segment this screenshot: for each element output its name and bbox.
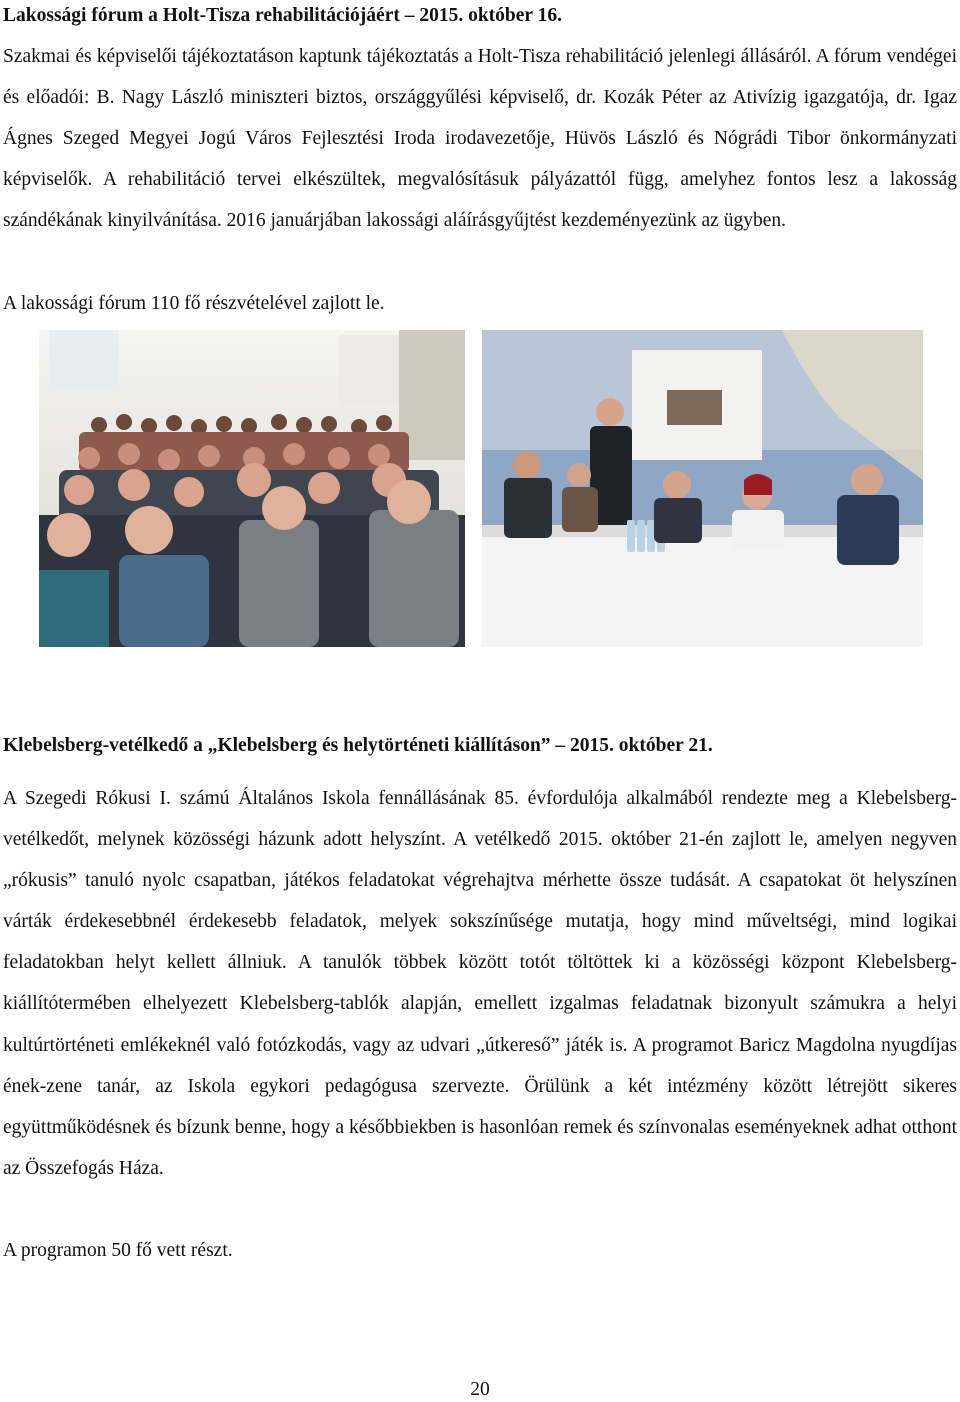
panel-photo [482,330,923,647]
audience-photo [39,330,465,647]
quiz-attendance-line: A programon 50 fő vett részt. [3,1240,233,1261]
section-title-forum: Lakossági fórum a Holt-Tisza rehabilitációjáért – 2015. október 16. [3,5,562,26]
section-title-quiz: Klebelsberg-vetélkedő a „Klebelsberg és helytörténeti kiállításon” – 2015. október 21. [3,735,713,756]
forum-attendance-line: A lakossági fórum 110 fő részvételével zajlott le. [3,293,385,314]
forum-paragraph: Szakmai és képviselői tájékoztatáson kaptunk tájékoztatás a Holt-Tisza rehabilitáció jelenlegi állásáról. A fórum vendégei és előadói: B. Nagy László miniszteri biztos, országgyűlési képviselő, dr. Kozák Péter az Ativízig igazgatója, dr. Igaz Ágnes Szeged Megyei Jogú Város Fejlesztési Iroda irodavezetője, Hüvös László és Nógrádi Tibor önkormányzati képviselők. A rehabilitáció tervei elkészültek, megvalósításuk pályázattól függ, amelyhez fontos lesz a lakosság szándékának kinyilvánítása. 2016 januárjában lakossági aláírásgyűjtést kezdeményezünk az ügyben. [3,46,957,232]
page-number: 20 [470,1379,490,1400]
quiz-paragraph: A Szegedi Rókusi I. számú Általános Iskola fennállásának 85. évfordulója alkalmából rendezte meg a Klebelsberg-vetélkedőt, melynek közösségi házunk adott helyszínt. A vetélkedő 2015. október 21-én zajlott le, amelyen negyven „rókusis” tanuló nyolc csapatban, játékos feladatokat végrehajtva mérhette össze tudását. A csapatokat öt helyszínen várták érdekesebbnél érdekesebb feladatok, melyek sokszínűsége mutatja, hogy mind műveltségi, mind logikai feladatokban helyt kellett állniuk. A tanulók többek között totót töltöttek ki a közösségi központ Klebelsberg-kiállítótermében elhelyezett Klebelsberg-tablók alapján, emellett izgalmas feladatnak bizonyult számukra a helyi kultúrtörténeti emlékeknél való fotózkodás, vagy az udvari „útkereső” játék is. A programot Baricz Magdolna nyugdíjas ének-zene tanár, az Iskola egykori pedagógusa szervezte. Örülünk a két intézmény között létrejött sikeres együttműködésnek és bízunk benne, hogy a későbbiekben is hasonlóan remek és színvonalas eseményeknek adhat otthont az Összefogás Háza. [3,788,957,1179]
